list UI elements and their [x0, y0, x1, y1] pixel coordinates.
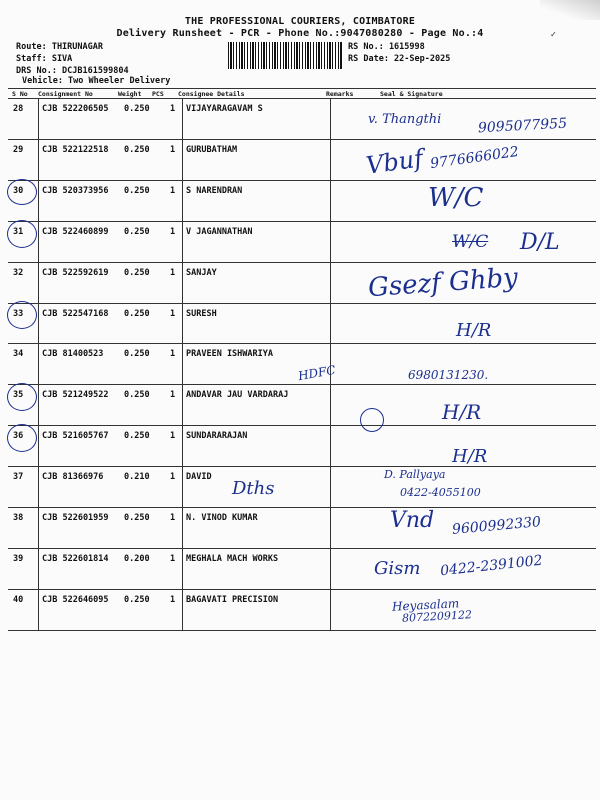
row-consignee: N. VINOD KUMAR — [186, 513, 258, 523]
signature-38-scribble: Vnd — [390, 508, 435, 533]
signature-38-phone: 9600992330 — [451, 514, 542, 538]
row-pcs: 1 — [170, 553, 176, 564]
row-weight: 0.250 — [124, 513, 150, 523]
col-sno: S No — [12, 90, 28, 98]
row-sno: 39 — [13, 553, 24, 564]
row-consignee: PRAVEEN ISHWARIYA — [186, 349, 273, 360]
row-consignment-no: CJB 522601959 — [42, 513, 109, 523]
runsheet-subtitle: Delivery Runsheet - PCR - Phone No.:9047080280 - Page No.:4 — [116, 28, 484, 39]
row-consignment-no: CJB 520373956 — [42, 185, 109, 196]
row-pcs: 1 — [170, 104, 176, 114]
row-pcs: 1 — [170, 390, 176, 401]
circle-mark-33 — [7, 301, 37, 329]
row-consignment-no: CJB 522592619 — [42, 267, 109, 278]
signature-32-scribble: Gsezf Ghby — [367, 262, 519, 304]
row-divider — [8, 221, 596, 222]
rs-date: RS Date: 22-Sep-2025 — [348, 54, 451, 64]
row-sno: 35 — [13, 390, 24, 401]
signature-33: H/R — [456, 320, 492, 341]
remark-34: HDFC — [297, 362, 337, 384]
row-consignment-no: CJB 522122518 — [42, 144, 109, 155]
row-weight: 0.200 — [124, 553, 150, 564]
header-bottom-border — [8, 98, 596, 99]
row-consignee: BAGAVATI PRECISION — [186, 594, 279, 605]
row-pcs: 1 — [170, 472, 176, 483]
row-pcs: 1 — [170, 349, 176, 360]
row-weight: 0.250 — [124, 267, 150, 278]
row-consignment-no: CJB 81366976 — [42, 472, 104, 483]
row-weight: 0.250 — [124, 431, 150, 442]
row-sno: 38 — [13, 513, 24, 523]
row-divider — [8, 589, 596, 590]
row-consignee: ANDAVAR JAU VARDARAJ — [186, 390, 289, 401]
row-sno: 33 — [13, 308, 24, 319]
row-sno: 40 — [13, 594, 24, 605]
row-pcs: 1 — [170, 431, 176, 442]
row-consignment-no: CJB 522460899 — [42, 226, 109, 237]
row-weight: 0.250 — [124, 226, 150, 237]
signature-31-struck: W/C — [452, 232, 489, 252]
row-consignee: SUNDARARAJAN — [186, 431, 248, 442]
row-pcs: 1 — [170, 308, 176, 319]
row-divider — [8, 343, 596, 344]
signature-40-phone: 8072209122 — [401, 608, 473, 625]
signature-30: W/C — [428, 183, 484, 213]
row-sno: 32 — [13, 267, 24, 278]
row-sno: 29 — [13, 144, 24, 155]
col-pcs: PCS — [152, 90, 164, 98]
signature-36: H/R — [452, 446, 488, 467]
row-consignment-no: CJB 521249522 — [42, 390, 109, 401]
row-consignment-no: CJB 521605767 — [42, 431, 109, 442]
row-consignee: DAVID — [186, 472, 212, 483]
row-pcs: 1 — [170, 185, 176, 196]
col-consignee: Consignee Details — [178, 90, 245, 98]
circle-mark-30 — [7, 179, 37, 205]
row-weight: 0.250 — [124, 390, 150, 401]
col-divider — [38, 98, 39, 630]
row-pcs: 1 — [170, 144, 176, 155]
signature-39-phone: 0422-2391002 — [439, 552, 544, 580]
row-consignee: SANJAY — [186, 267, 217, 278]
row-pcs: 1 — [170, 594, 176, 605]
row-sno: 31 — [13, 226, 24, 237]
table-top-border — [8, 88, 596, 89]
col-seal-signature: Seal & Signature — [380, 90, 443, 98]
row-pcs: 1 — [170, 226, 176, 237]
row-weight: 0.250 — [124, 349, 150, 360]
check-mark: ✓ — [550, 30, 556, 40]
signature-28-name: v. Thangthi — [368, 112, 442, 127]
row-weight: 0.250 — [124, 594, 150, 605]
row-consignee: V JAGANNATHAN — [186, 226, 253, 237]
row-divider — [8, 548, 596, 549]
row-consignment-no: CJB 81400523 — [42, 349, 104, 360]
signature-34-phone: 6980131230. — [408, 368, 489, 382]
row-sno: 28 — [13, 104, 24, 114]
row-consignee: SURESH — [186, 308, 217, 319]
row-weight: 0.250 — [124, 104, 150, 114]
signature-40-scribble: Heyasalam — [391, 596, 460, 614]
row-weight: 0.250 — [124, 185, 150, 196]
signature-39-scribble: Gism — [374, 558, 421, 579]
drs-field: DRS No.: DCJB161599804 — [16, 66, 129, 76]
row-consignment-no: CJB 522646095 — [42, 594, 109, 605]
barcode — [228, 42, 343, 69]
row-divider — [8, 384, 596, 385]
signature-37-scribble: Dths — [232, 478, 275, 499]
row-weight: 0.250 — [124, 144, 150, 155]
row-consignee: MEGHALA MACH WORKS — [186, 553, 279, 564]
circle-mark-36 — [7, 424, 37, 452]
row-sno: 34 — [13, 349, 24, 360]
row-weight: 0.210 — [124, 472, 150, 483]
col-consignment: Consignment No — [38, 90, 93, 98]
circle-mark-31 — [7, 220, 37, 248]
signature-28-phone: 9095077955 — [477, 115, 568, 137]
row-consignment-no: CJB 522547168 — [42, 308, 109, 319]
row-divider — [8, 507, 596, 508]
row-pcs: 1 — [170, 267, 176, 278]
row-consignment-no: CJB 522601814 — [42, 553, 109, 564]
col-divider — [182, 98, 183, 630]
rs-number: RS No.: 1615998 — [348, 42, 425, 52]
row-divider — [8, 303, 596, 304]
row-consignee: VIJAYARAGAVAM S — [186, 104, 263, 114]
row-divider — [8, 180, 596, 181]
row-consignment-no: CJB 522206505 — [42, 104, 109, 114]
company-title: THE PROFESSIONAL COURIERS, COIMBATORE — [184, 16, 416, 27]
route-field: Route: THIRUNAGAR — [16, 42, 103, 52]
row-consignee: S NARENDRAN — [186, 185, 243, 196]
row-pcs: 1 — [170, 513, 176, 523]
staff-field: Staff: SIVA — [16, 54, 73, 64]
row-divider — [8, 466, 596, 467]
col-weight: Weight — [118, 90, 142, 98]
row-consignee: GURUBATHAM — [186, 144, 238, 155]
row-divider — [8, 425, 596, 426]
signature-29-phone: 9776666022 — [429, 143, 520, 173]
signature-29-scribble: Vbuf — [364, 144, 425, 180]
row-sno: 36 — [13, 431, 24, 442]
row-weight: 0.250 — [124, 308, 150, 319]
circle-mark-35 — [7, 383, 37, 411]
signature-37-name: D. Pallyaya — [384, 468, 446, 481]
row-sno: 37 — [13, 472, 24, 483]
row-divider — [8, 630, 596, 631]
row-sno: 30 — [13, 185, 24, 196]
row-divider — [8, 139, 596, 140]
vehicle-field: Vehicle: Two Wheeler Delivery — [22, 76, 171, 86]
signature-31: D/L — [520, 230, 560, 255]
signature-35: H/R — [442, 400, 482, 424]
signature-37-phone: 0422-4055100 — [400, 486, 481, 499]
col-remarks: Remarks — [326, 90, 354, 98]
circle-mark-2 — [360, 408, 384, 432]
